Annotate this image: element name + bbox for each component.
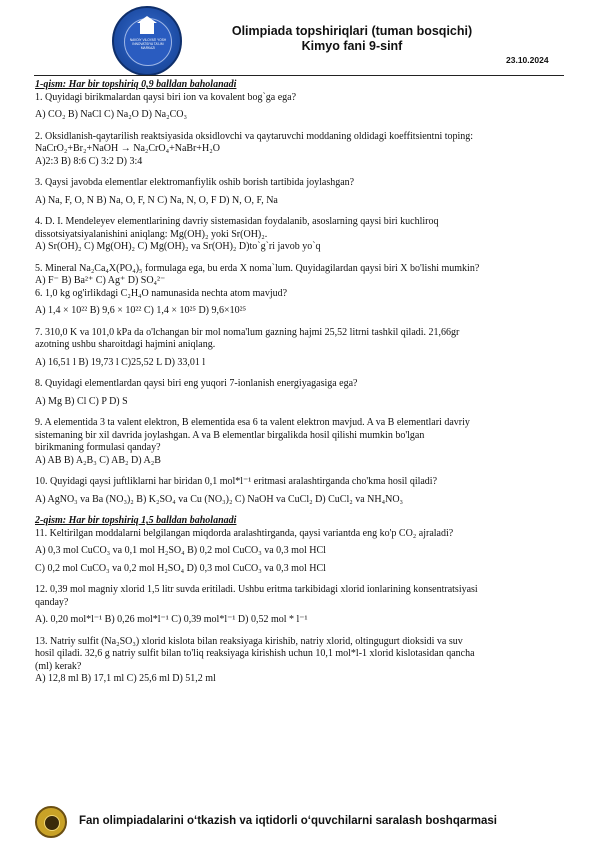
spacer [35,122,567,131]
question-line: 10. Quyidagi qaysi juftliklarni har biridan 0,1 mol*l⁻¹ eritmasi aralashtirganda cho'kma hosil qiladi? [35,476,438,487]
page-title [214,24,490,54]
logo [112,6,182,76]
section-heading: 2-qism: Har bir topshiriq 1,5 balldan baholanadi [35,515,237,526]
question-line: 8. Quyidagi elementlardan qaysi biri eng yuqori 7-ionlanish energiyagasiga ega? [35,378,358,389]
question-line: 1. Quyidagi birikmalardan qaysi biri ion va kovalent bog`ga ega? [35,91,297,103]
title-line-2: Kimyo fani 9-sinf [301,39,403,53]
spacer [35,168,567,177]
question-line: A) Mg B) Cl C) P D) S [35,395,128,407]
spacer [35,254,567,263]
question-line: 12. 0,39 mol magniy xlorid 1,5 litr suvda eritiladi. Ushbu eritma tarkibidagi xlorid ionlarining konsentratsiyasi [35,584,478,595]
spacer [35,467,567,476]
title-line-1: Olimpiada topshiriqlari (tuman bosqichi) [231,24,473,38]
question-line: 6. 1,0 kg og'irlikdagi C₂H₄O namunasida nechta atom mavjud? [35,287,288,299]
footer-text: Fan olimpiadalarini o‘tkazish va iqtidorli o‘quvchilarni saralash boshqarmasi [79,815,497,827]
building-body [140,22,154,34]
question-line: A) 12,8 ml B) 17,1 ml C) 25,6 ml D) 51,2 ml [35,673,216,684]
question-line: 3. Qaysi javobda elementlar elektromanfiylik oshib borish tartibida joylashgan? [35,177,355,188]
question-line: (ml) kerak? [35,660,82,672]
question-list [35,79,567,686]
spacer [35,408,567,417]
spacer [35,627,567,636]
question-line: A) Na, F, O, N B) Na, O, F, N C) Na, N, O, F D) N, O, F, Na [35,194,278,206]
question-line: hosil qiladi. 32,6 g natriy sulfit bilan to'liq reaksiyaga kirishish uchun 10,1 mol*l-1 xlorid kislotasidan qancha [35,648,475,659]
question-line: 4. D. I. Mendeleyev elementlarining davriy sistemasidan foydalanib, asoslarning qaysi biri kuchliroq [35,216,439,227]
spacer [35,575,567,584]
question-line: dissotsiyatsiyalanishini aniqlang: Mg(OH)₂ yoki Sr(OH)₂. [35,228,268,240]
question-line: 2. Oksidlanish-qaytarilish reaktsiyasida oksidlovchi va qaytaruvchi moddaning oldidagi koeffitsientni toping: [35,130,474,142]
question-line: sistemaning bir xil davrida joylashgan. A va B elementlar birgalikda hosil qilishi mumkin bo'lgan [35,429,425,441]
question-line: A) 1,4 × 10²² B) 9,6 × 10²² C) 1,4 × 10²⁵ D) 9,6×10²⁵ [35,305,247,316]
spacer [35,369,567,378]
question-line: A)2:3 B) 8:6 C) 3:2 D) 3:4 [35,155,143,167]
question-line: A) AgNO₃ va Ba (NO₃)₂ B) K₂SO₄ va Cu (NO₃)₂ C) NaOH va CuCl₂ D) CuCl₂ va NH₄NO₃ [35,493,404,505]
footer-emblem [44,815,60,831]
logo-text: NAVOIY VILOYATI YOSH INNOVATSIYA TA'LIM MARKAZI [129,38,167,50]
question-line: azotning ushbu sharoitdagi hajmini aniqlang. [35,339,216,350]
question-line: 11. Keltirilgan moddalarni belgilangan miqdorda aralashtirganda, qaysi variantda eng ko'p CO₂ ajraladi? [35,527,454,539]
question-line: birikmaning formulasi qanday? [35,442,161,453]
spacer [35,506,567,515]
question-line: A) AB B) A₂B₃ C) AB₂ D) A₂B [35,454,161,466]
question-line: 13. Natriy sulfit (Na₂SO₃) xlorid kislota bilan reaksiyaga kirishib, natriy xlorid, oltingugurt dioksidi va suv [35,635,463,647]
question-line: 7. 310,0 K va 101,0 kPa da o'lchangan bir mol noma'lum gazning hajmi 25,52 litrni tashkil qiladi. 21,66gr [35,326,460,338]
question-line: NaCrO₂+Br₂+NaOH → Na₂CrO₄+NaBr+H₂O [35,143,220,154]
spacer [35,318,567,327]
question-line: A) Sr(OH)₂ C) Mg(OH)₂ C) Mg(OH)₂ va Sr(OH)₂ D)to`g`ri javob yo`q [35,241,321,252]
question-line: A). 0,20 mol*l⁻¹ B) 0,26 mol*l⁻¹ C) 0,39 mol*l⁻¹ D) 0,52 mol * l⁻¹ [35,614,308,625]
document-date: 23.10.2024 [506,55,549,65]
question-line: 9. A elementida 3 ta valent elektron, B elementida esa 6 ta valent elektron mavjud. A va B elementlari davriy [35,417,470,428]
question-line: A) CO₂ B) NaCl C) Na₂O D) Na₂CO₃ [35,109,187,120]
spacer [35,207,567,216]
header-divider [34,75,564,76]
section-heading: 1-qism: Har bir topshiriq 0,9 balldan baholanadi [35,79,237,90]
question-line: A) 0,3 mol CuCO₃ va 0,1 mol H₂SO₄ B) 0,2 mol CuCO₃ va 0,3 mol HCl [35,545,326,556]
question-line: C) 0,2 mol CuCO₃ va 0,2 mol H₂SO₄ D) 0,3 mol CuCO₃ va 0,3 mol HCl [35,562,326,574]
question-line: A) F⁻ B) Ba²⁺ C) Ag⁺ D) SO₄²⁻ [35,275,166,286]
footer-logo [35,806,67,838]
question-line: qanday? [35,596,69,608]
question-line: 5. Mineral Na₂Ca₄X(PO₄)₅ formulaga ega, bu erda X noma`lum. Quyidagilardan qaysi biri X bo'lishi mumkin? [35,262,480,274]
question-line: A) 16,51 l B) 19,73 l C)25,52 L D) 33,01 l [35,356,206,368]
